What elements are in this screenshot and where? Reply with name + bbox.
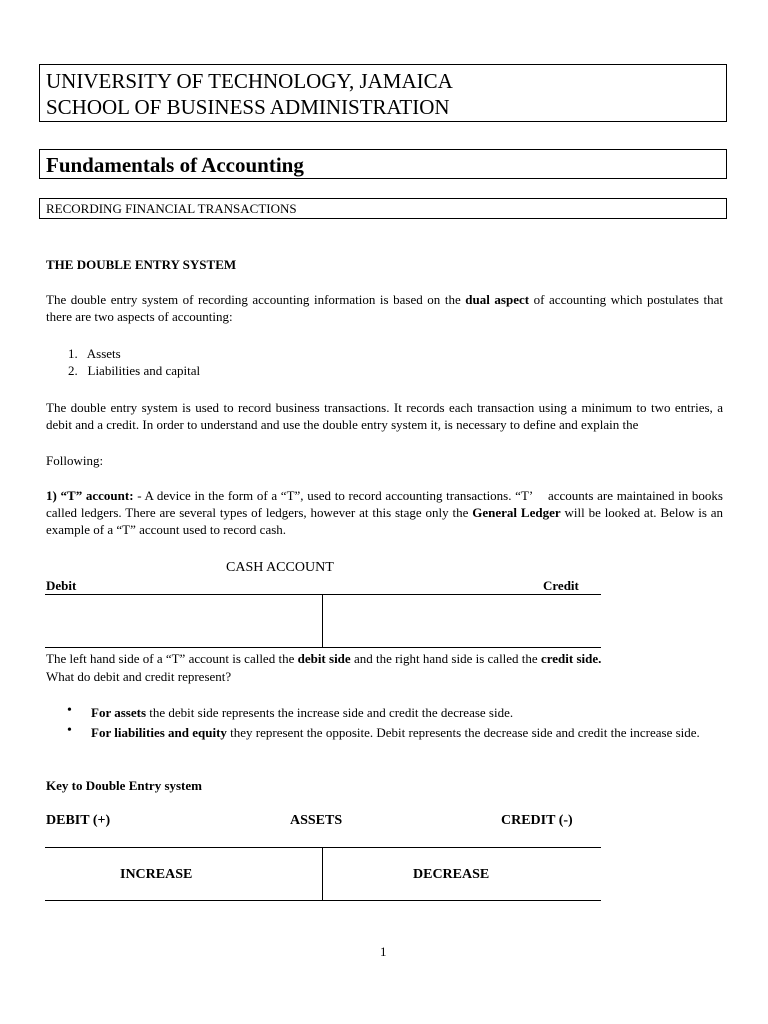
sides-question: What do debit and credit represent? (46, 669, 232, 684)
course-title: Fundamentals of Accounting (46, 153, 304, 177)
sides-paragraph: The left hand side of a “T” account is called the debit side and the right hand side is called the credit side. (46, 651, 602, 666)
list-item: 1. Assets (68, 346, 121, 361)
school-name: SCHOOL OF BUSINESS ADMINISTRATION (46, 95, 450, 119)
topic-title-box (39, 198, 727, 219)
topic-title: RECORDING FINANCIAL TRANSACTIONS (46, 201, 297, 216)
key-debit-label: DEBIT (+) (46, 813, 111, 828)
dual-aspect-term: dual aspect (465, 292, 530, 307)
cash-debit-label: Debit (46, 578, 77, 593)
key-assets-label: ASSETS (290, 813, 343, 828)
page-number: 1 (380, 944, 387, 959)
bullet-icon: • (67, 703, 72, 718)
bullet-item-liabilities: For liabilities and equity they represent the opposite. Debit represents the decrease side and credit the increase side. (91, 725, 700, 740)
university-header (39, 64, 727, 122)
bullet-item-assets: For assets the debit side represents the increase side and credit the decrease side. (91, 705, 514, 720)
cash-credit-label: Credit (543, 578, 579, 593)
key-t-bottom-line (45, 900, 601, 901)
t-account-definition: 1) “T” account: - A device in the form of a “T”, used to record accounting transactions. “T’ accounts are maintained in books called ledgers. There are several types of ledgers, however at this stage only the General Ledger will be looked at. Below is an example of a “T” account used to record cash. (46, 488, 724, 537)
key-t-horizontal-line (45, 847, 601, 848)
key-increase-label: INCREASE (120, 867, 193, 882)
cash-account-title: CASH ACCOUNT (226, 560, 334, 575)
key-credit-label: CREDIT (-) (501, 813, 573, 828)
cash-t-horizontal-line (45, 594, 601, 595)
double-entry-paragraph: The double entry system is used to record business transactions. It records each transaction using a minimum to two entries, a debit and a credit. In order to understand and use the double entry system it, is necessary to define and explain the (46, 400, 723, 432)
key-t-vertical-line (322, 847, 323, 901)
cash-t-bottom-line (45, 647, 601, 648)
key-title: Key to Double Entry system (46, 778, 202, 793)
list-item: 2. Liabilities and capital (68, 363, 201, 378)
university-name: UNIVERSITY OF TECHNOLOGY, JAMAICA (46, 69, 453, 93)
double-entry-paragraph-tail: Following: (46, 453, 104, 468)
course-title-box (39, 149, 727, 179)
section-heading: THE DOUBLE ENTRY SYSTEM (46, 257, 237, 272)
t-account-label: 1) “T” account: (46, 488, 134, 503)
key-decrease-label: DECREASE (413, 867, 490, 882)
intro-paragraph: The double entry system of recording accounting information is based on the dual aspect of accounting which postulates that there are two aspects of accounting: (46, 292, 723, 324)
cash-t-vertical-line (322, 594, 323, 648)
bullet-icon: • (67, 723, 72, 738)
